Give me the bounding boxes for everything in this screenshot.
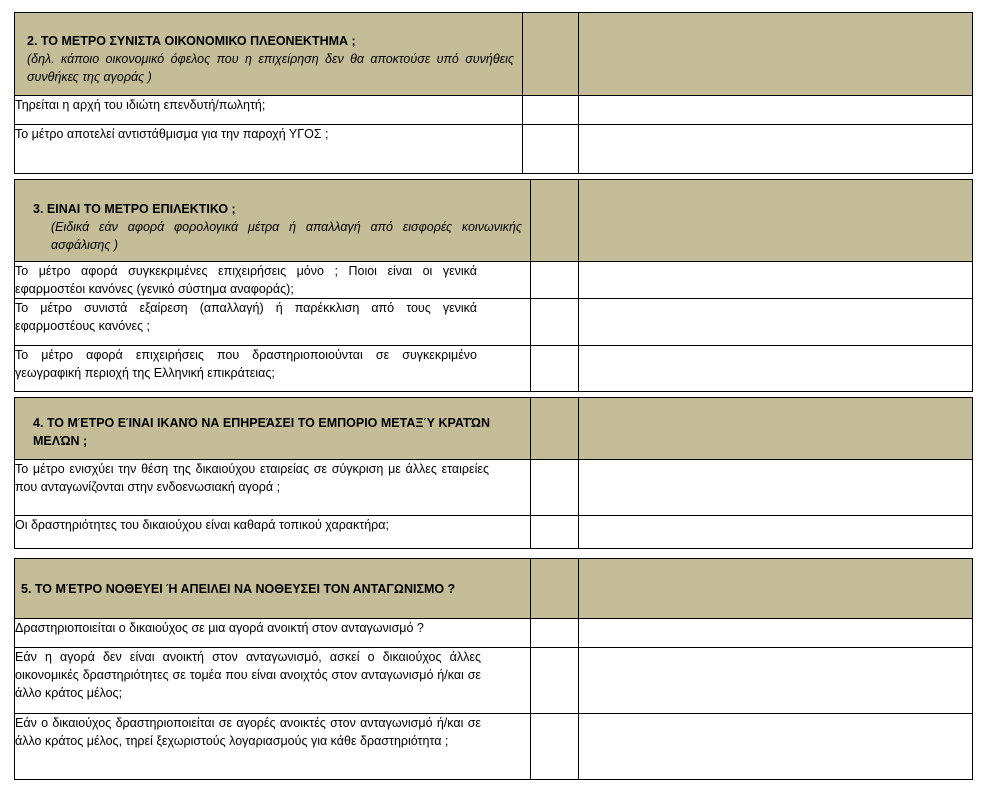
question-cell: [15, 262, 531, 299]
answer-cell[interactable]: [531, 619, 579, 648]
notes-header-cell: [579, 398, 973, 460]
section-title: 4. ΤΟ ΜΈΤΡΟ ΕΊΝΑΙ ΙΚΑΝΌ ΝΑ ΕΠΗΡΕΆΣΕΙ ΤΟ ΕΜΠΟΡΙΟ ΜΕΤΑΞΎ ΚΡΑΤΏΝ ΜΕΛΏΝ ;: [33, 416, 491, 448]
answer-cell[interactable]: [531, 648, 579, 714]
question-text: Το μέτρο συνιστά εξαίρεση (απαλλαγή) ή παρέκκλιση από τους γενικά εφαρμοστέους κανόνες ;: [15, 301, 477, 333]
answer-cell[interactable]: [531, 516, 579, 549]
section-4-table: [14, 397, 973, 549]
answer-cell[interactable]: [531, 346, 579, 392]
question-cell: [15, 648, 531, 714]
section-header: [15, 559, 531, 619]
notes-cell[interactable]: [579, 262, 973, 299]
question-text: Το μέτρο αφορά επιχειρήσεις που δραστηριοποιούνται σε συγκεκριμένο γεωγραφική περιοχή της Ελληνική επικράτειας;: [15, 348, 477, 380]
section-3-table: [14, 179, 973, 392]
answer-cell[interactable]: [531, 299, 579, 346]
answer-cell[interactable]: [531, 262, 579, 299]
notes-cell[interactable]: [579, 648, 973, 714]
notes-cell[interactable]: [579, 714, 973, 780]
section-2-table: [14, 12, 973, 174]
notes-header-cell: [579, 13, 973, 96]
answer-header-cell: [523, 13, 579, 96]
section-header: [15, 13, 523, 96]
question-cell: [15, 299, 531, 346]
notes-cell[interactable]: [579, 346, 973, 392]
section-subtitle: (δηλ. κάποιο οικονομικό όφελος που η επιχείρηση δεν θα αποκτούσε υπό συνήθεις συνθήκες της αγοράς ): [27, 52, 514, 84]
question-cell: Το μέτρο αποτελεί αντιστάθμισμα για την παροχή ΥΓΟΣ ;: [15, 125, 523, 174]
question-cell: Δραστηριοποιείται ο δικαιούχος σε μια αγορά ανοικτή στον ανταγωνισμό ?: [15, 619, 531, 648]
question-cell: [15, 460, 531, 516]
notes-cell[interactable]: [579, 460, 973, 516]
notes-header-cell: [579, 559, 973, 619]
question-cell: Τηρείται η αρχή του ιδιώτη επενδυτή/πωλητή;: [15, 96, 523, 125]
notes-cell[interactable]: [579, 299, 973, 346]
question-text: Το μέτρο ενισχύει την θέση της δικαιούχου εταιρείας σε σύγκριση με άλλες εταιρείες που ανταγωνίζονται στην ενδοενωσιακή αγορά ;: [15, 462, 489, 494]
answer-header-cell: [531, 180, 579, 262]
question-cell: [15, 346, 531, 392]
section-title: 3. ΕΙΝΑΙ ΤΟ ΜΕΤΡΟ ΕΠΙΛΕΚΤΙΚΟ ;: [33, 202, 236, 216]
notes-header-cell: [579, 180, 973, 262]
notes-cell[interactable]: [579, 125, 973, 174]
answer-cell[interactable]: [523, 96, 579, 125]
notes-cell[interactable]: [579, 96, 973, 125]
section-title: 5. ΤΟ ΜΈΤΡΟ ΝΟΘΕΥΕΙ Ή ΑΠΕΙΛΕΙ ΝΑ ΝΟΘΕΥΣΕΙ ΤΟΝ ΑΝΤΑΓΩΝΙΣΜΟ ?: [21, 582, 456, 596]
answer-cell[interactable]: [531, 714, 579, 780]
question-cell: Οι δραστηριότητες του δικαιούχου είναι καθαρά τοπικού χαρακτήρα;: [15, 516, 531, 549]
question-text: Εάν η αγορά δεν είναι ανοικτή στον ανταγωνισμό, ασκεί ο δικαιούχος άλλες οικονομικές δραστηριότητες σε τομέα που είναι ανοιχτός στον ανταγωνισμό ή/και σε άλλο κράτος μέλος;: [15, 650, 481, 700]
question-cell: [15, 714, 531, 780]
section-subtitle: (Ειδικά εάν αφορά φορολογικά μέτρα ή απαλλαγή από εισφορές κοινωνικής ασφάλισης ): [51, 220, 522, 252]
section-5-table: [14, 558, 973, 780]
answer-cell[interactable]: [531, 460, 579, 516]
answer-cell[interactable]: [523, 125, 579, 174]
answer-header-cell: [531, 559, 579, 619]
section-header: [15, 180, 531, 262]
question-text: Εάν ο δικαιούχος δραστηριοποιείται σε αγορές ανοικτές στον ανταγωνισμό ή/και σε άλλο κράτος μέλος, τηρεί ξεχωριστούς λογαριασμούς για κάθε δραστηριότητα ;: [15, 716, 481, 748]
section-title: 2. ΤΟ ΜΕΤΡΟ ΣΥΝΙΣΤΑ ΟΙΚΟΝΟΜΙΚΟ ΠΛΕΟΝΕΚΤΗΜΑ ;: [27, 34, 356, 48]
notes-cell[interactable]: [579, 516, 973, 549]
notes-cell[interactable]: [579, 619, 973, 648]
question-text: Το μέτρο αφορά συγκεκριμένες επιχειρήσεις μόνο ; Ποιοι είναι οι γενικά εφαρμοστέοι κανόνες (γενικό σύστημα αναφοράς);: [15, 264, 477, 296]
section-header: [15, 398, 531, 460]
answer-header-cell: [531, 398, 579, 460]
